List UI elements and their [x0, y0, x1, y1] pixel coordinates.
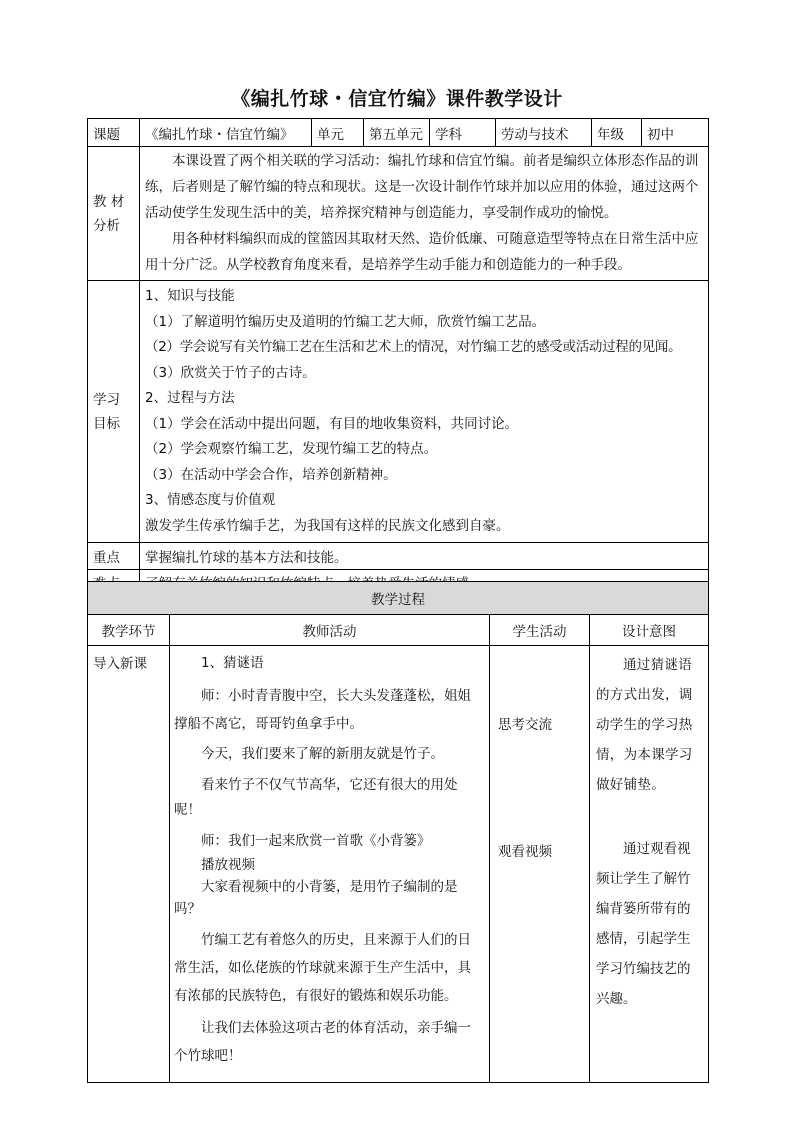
unit-value: 第五单元 — [364, 119, 430, 147]
goals-label — [88, 281, 140, 543]
teacher-activity-cell — [170, 646, 490, 1083]
teacher-line: 大家看视频中的小背篓，是用竹子编制的是吗？ — [174, 879, 458, 917]
student-activity-1: 思考交流 — [498, 717, 552, 733]
goal-line: （3）在活动中学会合作，培养创新精神。 — [145, 466, 397, 483]
key-point-row — [88, 543, 709, 570]
stage-cell: 导入新课 — [88, 646, 170, 1083]
grade-label: 年级 — [592, 119, 642, 147]
teaching-process-table — [87, 581, 709, 1083]
goal-line: （1）了解道明竹编历史及道明的竹编工艺大师，欣赏竹编工艺品。 — [145, 313, 546, 330]
teacher-line: 师：小时青青腹中空，长大头发蓬蓬松，姐姐撑船不离它，哥哥钓鱼拿手中。 — [174, 688, 471, 732]
unit-label: 单元 — [312, 119, 364, 147]
analysis-label-line2: 分析 — [93, 217, 120, 234]
teacher-line: 今天，我们要来了解的新朋友就是竹子。 — [201, 746, 444, 762]
analysis-content — [140, 147, 709, 281]
goal-line: （2）学会观察竹编工艺，发现竹编工艺的特点。 — [145, 441, 438, 457]
design-intent-cell — [590, 646, 709, 1083]
goal-line: （2）学会说写有关竹编工艺在生活和艺术上的情况，对竹编工艺的感受或活动过程的见闻。 — [145, 339, 682, 355]
analysis-label — [88, 147, 140, 281]
column-header-teacher: 教师活动 — [170, 615, 490, 646]
topic-value: 《编扎竹球・信宜竹编》 — [140, 119, 312, 147]
column-header-row — [88, 615, 709, 646]
analysis-paragraph: 本课设置了两个相关联的学习活动：编扎竹球和信宜竹编。前者是编织立体形态作品的训练，后者则是了解竹编的特点和现状。这是一次设计制作竹球并加以应用的体验，通过这两个活动使学生发现生活中的美，培养探究精神与创造能力，享受制作成功的愉悦。 — [145, 153, 699, 221]
process-header: 教学过程 — [88, 582, 709, 615]
goals-label-line2: 目标 — [93, 415, 120, 432]
teacher-line: 看来竹子不仅气节高华，它还有很大的用处呢！ — [174, 777, 458, 818]
lesson-info-table — [87, 118, 709, 595]
column-header-stage: 教学环节 — [88, 615, 170, 646]
teacher-line: 师：我们一起来欣赏一首歌《小背篓》 — [201, 833, 431, 849]
column-header-intent: 设计意图 — [590, 615, 709, 646]
info-row — [88, 119, 709, 147]
topic-label: 课题 — [88, 119, 140, 147]
goal-line: 激发学生传承竹编手艺，为我国有这样的民族文化感到自豪。 — [145, 517, 510, 534]
column-header-student: 学生活动 — [490, 615, 590, 646]
intent-paragraph-1: 通过猜谜语的方式出发，调动学生的学习热情，为本课学习做好铺垫。 — [596, 657, 693, 793]
analysis-paragraph: 用各种材料编织而成的筐篮因其取材天然、造价低廉、可随意造型等特点在日常生活中应用十分广泛。从学校教育角度来看，是培养学生动手能力和创造能力的一种手段。 — [145, 231, 699, 273]
subject-label: 学科 — [430, 119, 496, 147]
grade-value: 初中 — [642, 119, 709, 147]
process-header-row — [88, 582, 709, 615]
student-activity-cell — [490, 646, 590, 1083]
teacher-line: 让我们去体验这项古老的体育活动，亲手编一个竹球吧！ — [174, 1020, 471, 1064]
intro-row — [88, 646, 709, 1083]
goal-line: 3、情感态度与价值观 — [145, 492, 276, 508]
goals-label-line1: 学习 — [93, 391, 120, 408]
goals-content — [140, 281, 709, 543]
key-point-label: 重点 — [88, 543, 140, 570]
teacher-line: 播放视频 — [201, 857, 255, 873]
intent-paragraph-2: 通过观看视频让学生了解竹编背篓所带有的感情，引起学生学习竹编技艺的兴趣。 — [596, 841, 691, 1007]
goals-row — [88, 281, 709, 543]
teacher-line: 竹编工艺有着悠久的历史，且来源于人们的日常生活，如仫佬族的竹球就来源于生产生活中，具有浓郁的民族特色，有很好的锻炼和娱乐功能。 — [174, 932, 471, 1004]
goal-line: 1、知识与技能 — [145, 288, 235, 304]
goal-line: （1）学会在活动中提出问题，有目的地收集资料，共同讨论。 — [145, 415, 519, 432]
analysis-label-line1: 教 材 — [93, 193, 125, 210]
analysis-row — [88, 147, 709, 281]
student-activity-2: 观看视频 — [498, 844, 552, 860]
key-point-value: 掌握编扎竹球的基本方法和技能。 — [140, 543, 709, 570]
goal-line: （3）欣赏关于竹子的古诗。 — [145, 364, 316, 381]
subject-value: 劳动与技术 — [496, 119, 592, 147]
goal-line: 2、过程与方法 — [145, 390, 235, 406]
document-title: 《编扎竹球・信宜竹编》课件教学设计 — [231, 88, 563, 110]
teacher-line: 1、猜谜语 — [201, 655, 264, 671]
